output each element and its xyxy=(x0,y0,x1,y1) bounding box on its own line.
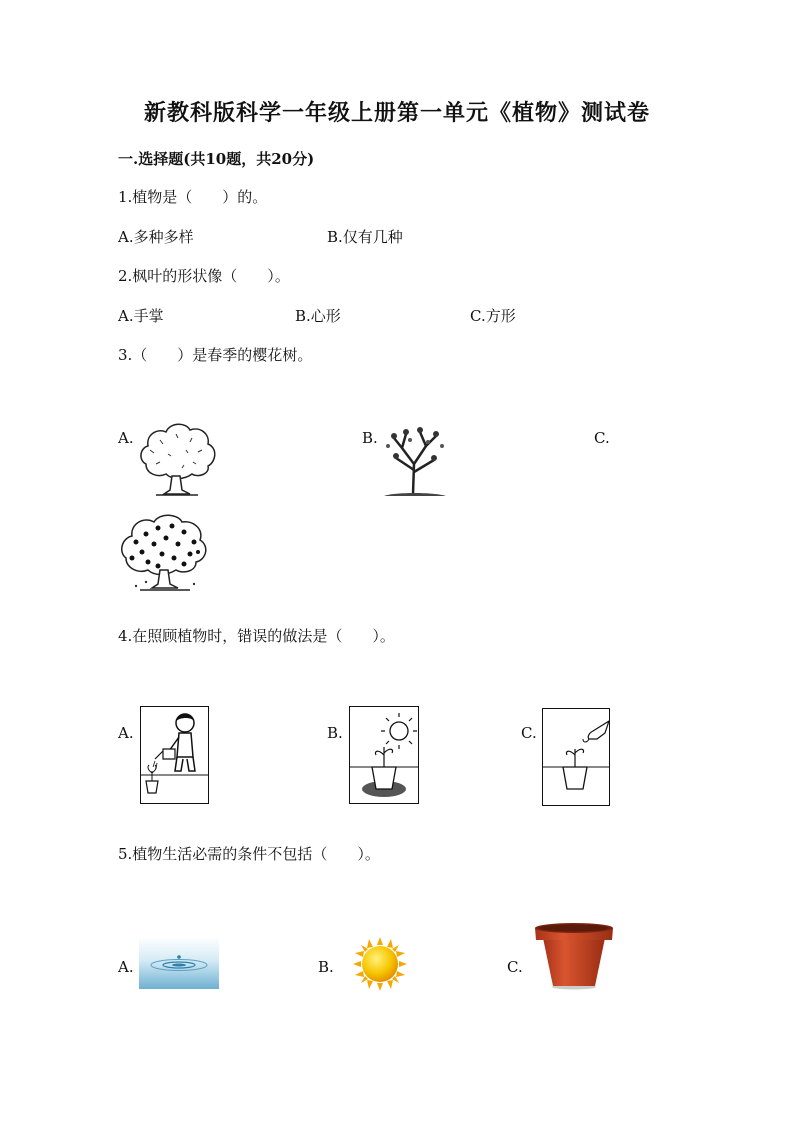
potted-plant-in-sun-image xyxy=(349,706,419,804)
dotted-flower-tree-image xyxy=(118,512,210,594)
q2-option-a[interactable]: A.手掌 xyxy=(118,307,164,325)
section-heading: 一.选择题(共10题，共20分) xyxy=(118,150,315,168)
question-2: 2.枫叶的形状像（ ）。 xyxy=(118,267,290,285)
girl-watering-plant-image xyxy=(140,706,209,804)
water-ripple-image xyxy=(139,937,219,989)
q3-option-b[interactable]: B. xyxy=(362,429,378,447)
q2-option-c[interactable]: C.方形 xyxy=(470,307,516,325)
q1-option-a[interactable]: A.多种多样 xyxy=(118,228,194,246)
sun-and-plant-icon xyxy=(350,707,418,803)
q2-option-b[interactable]: B.心形 xyxy=(295,307,341,325)
hand-and-plant-icon xyxy=(543,709,609,805)
bare-autumn-tree-image xyxy=(380,420,450,500)
q3-option-c[interactable]: C. xyxy=(594,429,610,447)
q5-option-a[interactable]: A. xyxy=(118,958,134,976)
question-5: 5.植物生活必需的条件不包括（ ）。 xyxy=(118,845,380,863)
q4-option-a[interactable]: A. xyxy=(118,724,134,742)
empty-flower-pot-image xyxy=(533,922,615,990)
q1-option-b[interactable]: B.仅有几种 xyxy=(327,228,403,246)
q4-option-c[interactable]: C. xyxy=(521,724,537,742)
girl-watering-plant-icon xyxy=(141,707,208,803)
question-3: 3.（ ）是春季的樱花树。 xyxy=(118,346,313,364)
page-title: 新教科版科学一年级上册第一单元《植物》测试卷 xyxy=(143,100,650,126)
q5-option-c[interactable]: C. xyxy=(507,958,523,976)
q3-option-a[interactable]: A. xyxy=(118,429,134,447)
q4-option-b[interactable]: B. xyxy=(327,724,343,742)
hand-pulling-seedling-image xyxy=(542,708,610,806)
question-4: 4.在照顾植物时，错误的做法是（ ）。 xyxy=(118,627,395,645)
fluffy-blossom-tree-image xyxy=(136,420,218,498)
q5-option-b[interactable]: B. xyxy=(318,958,334,976)
sun-image xyxy=(353,937,407,991)
question-1: 1.植物是（ ）的。 xyxy=(118,188,268,206)
